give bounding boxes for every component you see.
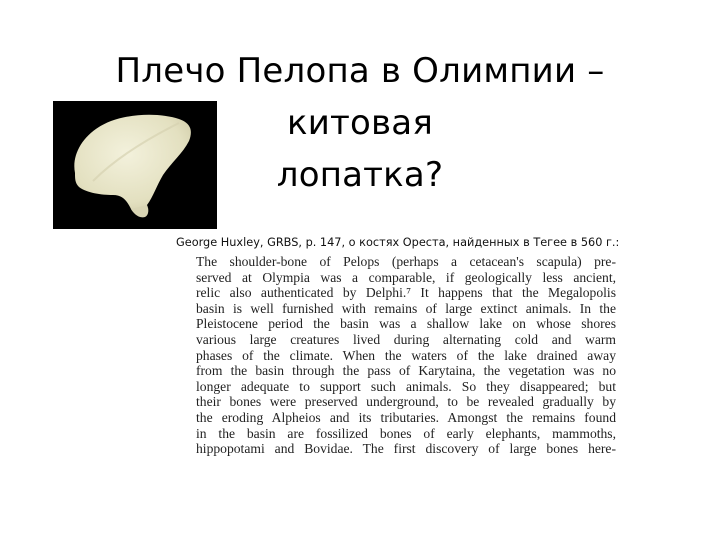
- excerpt-line: their bones were preserved underground, to be revealed gradually by: [196, 394, 616, 410]
- slide-title-line-2: лопатка?: [276, 154, 444, 195]
- excerpt-line: The shoulder-bone of Pelops (perhaps a cetacean's scapula) pre-: [196, 254, 616, 269]
- excerpt-line: in the basin are fossilized bones of early elephants, mammoths,: [196, 425, 616, 441]
- slide-title-line-1: Плечо Пелопа в Олимпии – китовая: [115, 50, 605, 143]
- excerpt-line: phases of the climate. When the waters of the lake drained away: [196, 347, 616, 363]
- excerpt-line: relic also authenticated by Delphi.⁷ It happens that the Megalopolis: [196, 285, 616, 301]
- excerpt-line: served at Olympia was a comparable, if geologically less ancient,: [196, 269, 616, 285]
- source-caption: George Huxley, GRBS, p. 147, о костях Ореста, найденных в Тегее в 560 г.:: [176, 236, 620, 249]
- scapula-image: [53, 101, 217, 229]
- excerpt-line: the eroding Alpheios and its tributaries. Amongst the remains found: [196, 409, 616, 425]
- excerpt-line: basin is well furnished with remains of large extinct animals. In the: [196, 300, 616, 316]
- book-excerpt: [196, 254, 616, 457]
- excerpt-line: from the basin through the pass of Karytaina, the vegetation was no: [196, 363, 616, 379]
- excerpt-line: various large creatures lived during alternating cold and warm: [196, 331, 616, 347]
- scapula-photo: [53, 101, 217, 229]
- excerpt-line: Pleistocene period the basin was a shallow lake on whose shores: [196, 316, 616, 332]
- excerpt-line: longer adequate to support such animals. So they disappeared; but: [196, 378, 616, 394]
- excerpt-line: hippopotami and Bovidae. The first discovery of large bones here-: [196, 441, 616, 457]
